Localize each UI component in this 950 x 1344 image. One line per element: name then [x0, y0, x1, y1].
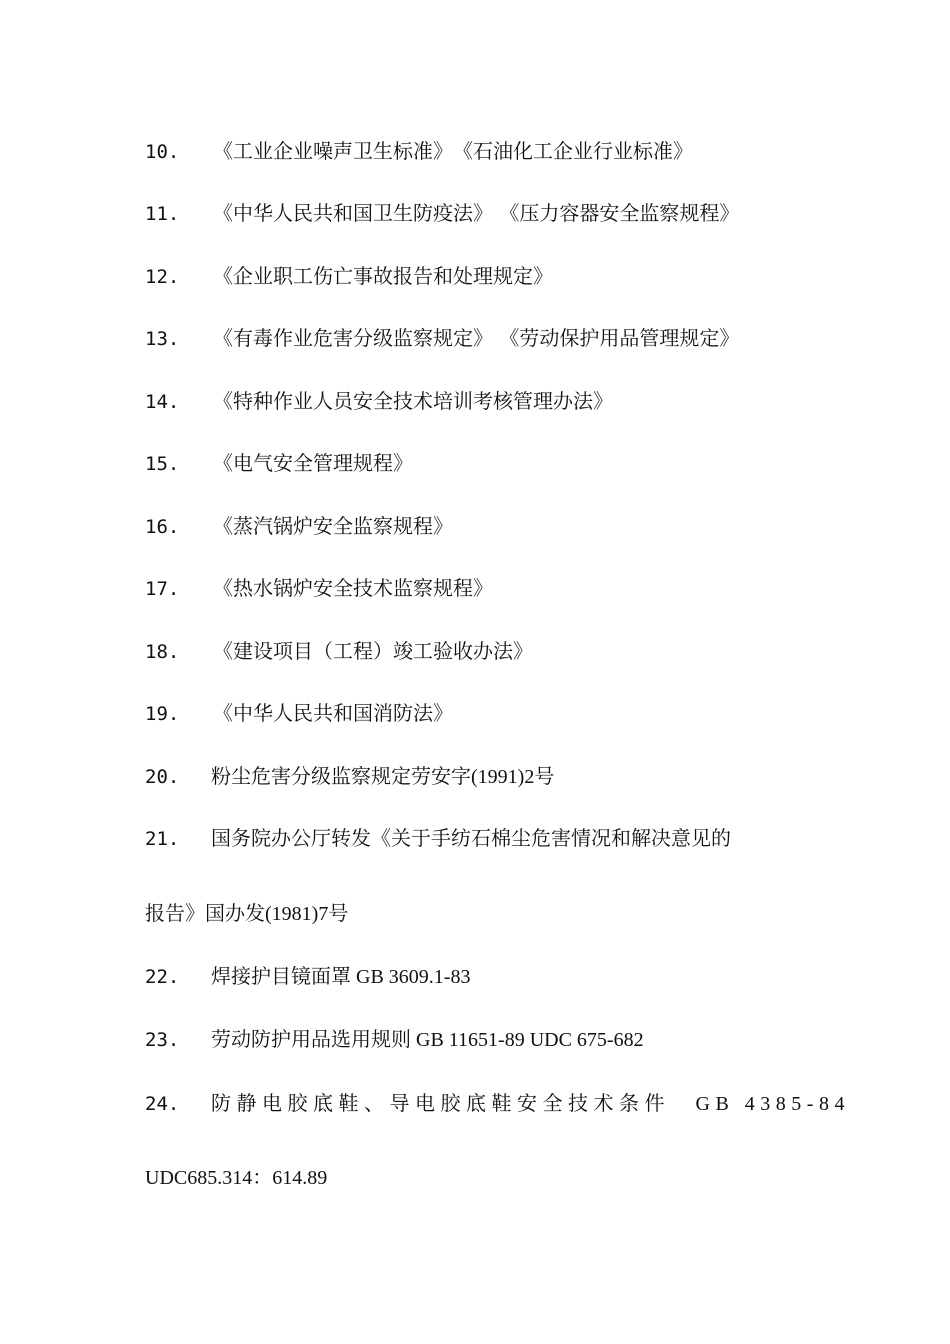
item-text: 《建设项目（工程）竣工验收办法》: [213, 639, 533, 663]
item-text: 《特种作业人员安全技术培训考核管理办法》: [213, 389, 613, 413]
list-item: [145, 386, 613, 416]
list-item: [145, 573, 493, 603]
item-text: 《中华人民共和国消防法》: [213, 701, 453, 725]
item-text: 《有毒作业危害分级监察规定》 《劳动保护用品管理规定》: [213, 326, 740, 350]
item-number: 17.: [145, 578, 180, 600]
item-number: 12.: [145, 266, 180, 288]
item-text: 报告》国办发(1981)7号: [145, 903, 349, 925]
list-item: [145, 323, 739, 353]
item-number: 19.: [145, 703, 180, 725]
list-item: [145, 136, 693, 166]
item-number: 16.: [145, 516, 180, 538]
item-text: 防静电胶底鞋、导电胶底鞋安全技术条件 GB 4385-84: [211, 1093, 850, 1115]
list-item: [145, 261, 553, 291]
item-text: 《蒸汽锅炉安全监察规程》: [213, 514, 453, 538]
item-text: UDC685.314：614.89: [145, 1167, 328, 1189]
list-item: [145, 636, 533, 666]
list-item: [145, 198, 739, 228]
item-text: 《热水锅炉安全技术监察规程》: [213, 576, 493, 600]
list-item: [145, 823, 731, 853]
item-text: 《中华人民共和国卫生防疫法》 《压力容器安全监察规程》: [213, 201, 740, 225]
item-number: 20.: [145, 766, 180, 788]
list-item: [145, 761, 554, 791]
list-item: [145, 961, 470, 991]
item-text: 《工业企业噪声卫生标准》 《石油化工企业行业标准》: [213, 139, 693, 163]
item-text: 国务院办公厅转发《关于手纺石棉尘危害情况和解决意见的: [211, 826, 731, 850]
list-item: [145, 698, 453, 728]
item-number: 10.: [145, 141, 180, 163]
item-number: 22.: [145, 966, 180, 988]
item-number: 14.: [145, 391, 180, 413]
list-item: [145, 448, 413, 478]
item-number: 13.: [145, 328, 180, 350]
item-text: 粉尘危害分级监察规定劳安字(1991)2号: [211, 766, 555, 788]
item-number: 24.: [145, 1093, 180, 1115]
item-text: 《企业职工伤亡事故报告和处理规定》: [213, 264, 553, 288]
list-item: [145, 1024, 644, 1054]
list-item: [145, 511, 453, 541]
list-item-continuation: [145, 1162, 327, 1192]
list-item: [145, 1088, 850, 1118]
item-number: 21.: [145, 828, 180, 850]
item-number: 11.: [145, 203, 180, 225]
list-item-continuation: [145, 898, 348, 928]
item-text: 焊接护目镜面罩 GB 3609.1-83: [211, 966, 471, 988]
item-number: 23.: [145, 1029, 180, 1051]
item-text: 劳动防护用品选用规则 GB 11651-89 UDC 675-682: [211, 1029, 644, 1051]
item-text: 《电气安全管理规程》: [213, 451, 413, 475]
item-number: 15.: [145, 453, 180, 475]
item-number: 18.: [145, 641, 180, 663]
